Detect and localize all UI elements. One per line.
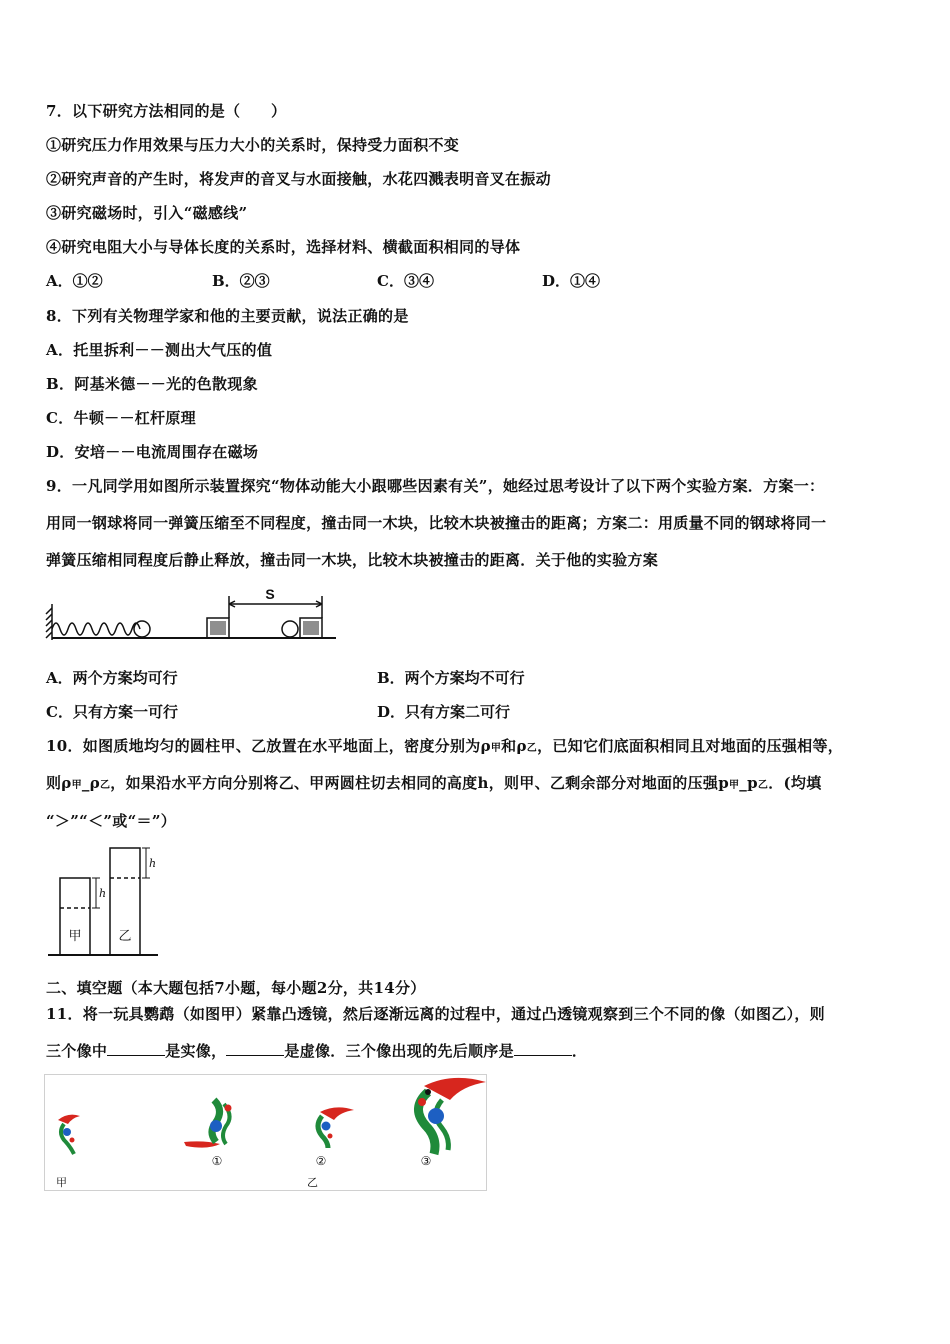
label-h-yi: h [149, 857, 157, 870]
label-jia: 甲 [56, 1176, 67, 1189]
label-2: ② [315, 1154, 327, 1168]
figure-border [45, 1075, 487, 1191]
q7-item-1: ①研究压力作用效果与压力大小的关系时，保持受力面积不变 [46, 136, 460, 154]
q8-stem: 8．下列有关物理学家和他的主要贡献，说法正确的是 [46, 307, 409, 325]
q7-option-b[interactable]: B．②③ [212, 272, 270, 290]
q8-option-d[interactable]: D．安培－－电流周围存在磁场 [46, 443, 259, 461]
q9-option-c[interactable]: C．只有方案一可行 [46, 703, 178, 721]
q10-line-2: 则ρ甲_ρ乙，如果沿水平方向分别将乙、甲两圆柱切去相同的高度h，则甲、乙剩余部分对地面的压强p甲_p乙．(均填 [46, 774, 822, 792]
label-yi: 乙 [118, 929, 132, 944]
parrot-images-figure [44, 1074, 488, 1192]
ball-right [282, 621, 298, 637]
q7-item-3: ③研究磁场时，引入“磁感线” [46, 204, 248, 222]
parrot-image-1 [184, 1100, 232, 1148]
q7-option-a[interactable]: A．①② [46, 272, 103, 290]
label-yi: 乙 [307, 1176, 318, 1189]
q9-option-a[interactable]: A．两个方案均可行 [46, 669, 178, 687]
spring-ball-block-figure [44, 584, 340, 648]
blank-1[interactable] [107, 1041, 165, 1056]
blank-2[interactable] [226, 1041, 284, 1056]
q9-option-b[interactable]: B．两个方案均不可行 [377, 669, 525, 687]
q8-option-a[interactable]: A．托里拆利－－测出大气压的值 [46, 341, 273, 359]
label-3: ③ [420, 1154, 432, 1168]
label-1: ① [211, 1154, 223, 1168]
label-jia: 甲 [68, 929, 82, 944]
q10-line-3: “＞”“＜”或“＝”） [46, 812, 177, 830]
q7-item-2: ②研究声音的产生时，将发声的音叉与水面接触，水花四溅表明音叉在振动 [46, 170, 551, 188]
q7-stem: 7．以下研究方法相同的是（ ） [46, 102, 287, 120]
q7-item-4: ④研究电阻大小与导体长度的关系时，选择材料、横截面积相同的导体 [46, 238, 521, 256]
spring [52, 623, 140, 635]
q9-line-3: 弹簧压缩相同程度后静止释放，撞击同一木块，比较木块被撞击的距离．关于他的实验方案 [46, 551, 659, 569]
q7-option-d[interactable]: D．①④ [542, 272, 601, 290]
q11-line-2: 三个像中 是实像， 是虚像．三个像出现的先后顺序是 ． [46, 1042, 588, 1060]
blank-3[interactable] [514, 1041, 572, 1056]
q11-line-1: 11．将一玩具鹦鹉（如图甲）紧靠凸透镜，然后逐渐远离的过程中，通过凸透镜观察到三个不同的像（如图乙），则 [46, 1005, 825, 1023]
q8-option-c[interactable]: C．牛顿－－杠杆原理 [46, 409, 196, 427]
q9-option-d[interactable]: D．只有方案二可行 [377, 703, 511, 721]
cylinders-figure [46, 844, 164, 960]
ball-left [134, 621, 150, 637]
q8-option-b[interactable]: B．阿基米德－－光的色散现象 [46, 375, 258, 393]
parrot-image-2 [318, 1107, 354, 1148]
q7-option-c[interactable]: C．③④ [377, 272, 434, 290]
section-2-title: 二、填空题（本大题包括7小题，每小题2分，共14分） [46, 979, 426, 997]
parrot-image-3 [418, 1078, 486, 1154]
q10-line-1: 10．如图质地均匀的圆柱甲、乙放置在水平地面上，密度分别为ρ甲和ρ乙，已知它们底面积相同且对地面的压强相等， [46, 737, 844, 755]
q9-line-2: 用同一钢球将同一弹簧压缩至不同程度，撞击同一木块，比较木块被撞击的距离；方案二：用质量不同的钢球将同一 [46, 514, 827, 532]
label-h-jia: h [99, 887, 107, 900]
distance-label: S [265, 586, 275, 602]
parrot-jia [58, 1115, 80, 1154]
q9-line-1: 9．一凡同学用如图所示装置探究“物体动能大小跟哪些因素有关”，她经过思考设计了以下两个实验方案．方案一： [46, 477, 825, 495]
